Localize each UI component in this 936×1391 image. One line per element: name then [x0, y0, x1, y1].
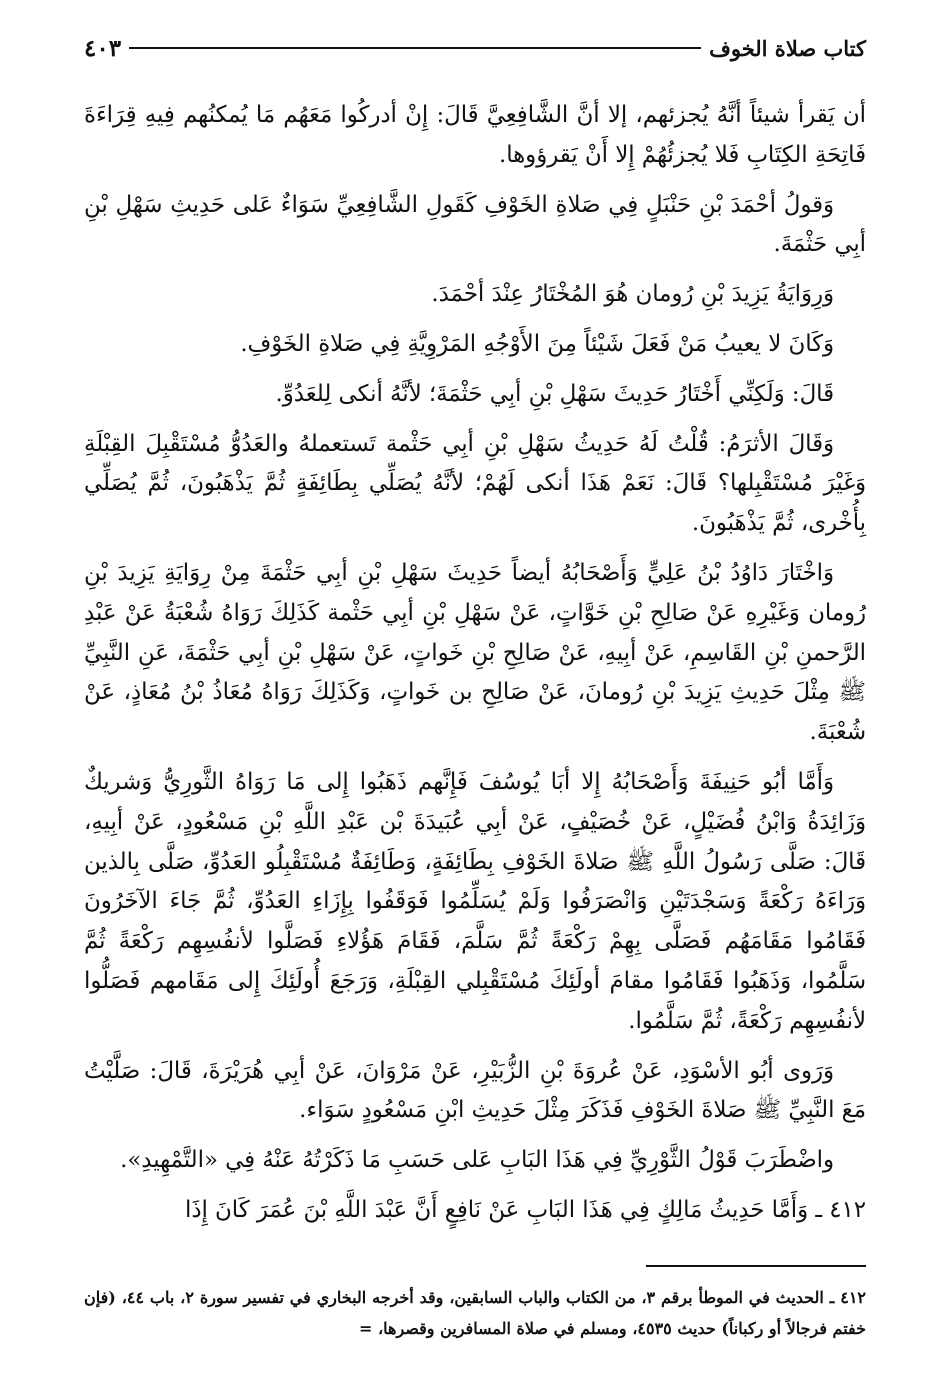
paragraph: وَأَمَّا أبُو حَنِيفَةَ وَأَصْحَابُهُ إِلا أبَا يُوسُفَ فَإِنَّهم ذَهَبُوا إِلى مَا رَوَاهُ الثَّورِيُّ وَشريكٌ وَزَائِدَةُ وَابْنُ فُضَيْلٍ، عَنْ خُصَيْفٍ، عَنْ أبِي عُبَيدَةَ بْن عَبْدِ اللَّهِ بْنِ مَسْعُودٍ، عَنْ أبِيهِ، قَالَ: صَلَّى رَسُولُ اللَّهِ ﷺ صَلاةَ الخَوْفِ بِطَائِفَةٍ، وَطَائِفَةٌ مُسْتَقْبِلُو العَدُوِّ، صَلَّى بِالذين وَرَاءَهُ رَكْعَةً وَسَجْدَتَيْنِ وَانْصَرَفُوا وَلَمْ يُسَلِّمُوا فَوَقَفُوا بِإِزَاءِ العَدُوِّ، ثُمَّ جَاءَ الآخَرُونَ فَقَامُوا مَقَامَهُم فَصَلَّى بِهِمْ رَكْعَةً ثُمَّ سَلَّمَ، فَقَامَ هَؤُلاءِ فَصَلَّوا لأنفُسِهِم رَكْعَةً ثُمَّ سَلَّمُوا، وَذَهَبُوا فَقَامُوا مقامَ أولَئِكَ مُسْتَقْبِلي القِبْلَةِ، وَرَجَعَ أُولَئِكَ إِلى مَقَامهم فَصَلُّوا لأنفُسِهِم رَكْعَةً، ثُمَّ سَلَّمُوا. — [84, 768, 866, 1034]
page-header — [84, 28, 866, 68]
paragraph: واضْطَرَبَ قَوْلُ الثَّوْرِيِّ فِي هَذَا البَابِ عَلى حَسَبِ مَا ذَكَرْتُهُ عَنْهُ فِي «التَّمْهِيدِ». — [120, 1147, 834, 1174]
paragraph: أن يَقرأ شيئاً أنَّهُ يُجزئهم، إلا أنَّ الشَّافِعِيَّ قَالَ: إِنْ أدركُوا مَعَهُم مَا يُمكنُهم فِيهِ قِرَاءَةَ فَاتِحَةِ الكِتَابِ فَلا يُجزئُهُمْ إِلا أَنْ يَقرؤوها. — [84, 102, 866, 168]
paragraph: وَقَالَ الأثرَمُ: قُلْتُ لَهُ حَدِيثُ سَهْلِ بْنِ أبِي حَثْمة تَستعملهُ والعَدُوُّ مُسْتَقْبِلَ القِبْلَةِ وَغَيْرَ مُسْتَقْبِلها؟ قَالَ: نَعَمْ هَذَا أنكى لَهُمْ؛ لأنَّهُ يُصَلِّي بِطَائِفَةٍ ثُمَّ يَذْهَبُونَ، ثُمَّ يُصَلِّي بِأُخْرى، ثُمَّ يَذْهَبُونَ. — [84, 430, 866, 537]
running-title: كتاب صلاة الخوف — [709, 35, 866, 61]
body-text — [84, 96, 866, 1241]
hadith-paragraph: ٤١٢ ـ وَأَمَّا حَدِيثُ مَالِكٍ فِي هَذَا البَابِ عَنْ نَافِعٍ أَنَّ عَبْدَ اللَّهِ بْنَ عُمَرَ كَانَ إِذَا — [184, 1196, 866, 1223]
paragraph: وَكَانَ لا يعيبُ مَنْ فَعَلَ شَيْئاً مِنَ الأَوْجُهِ المَرْوِيَّةِ فِي صَلاةِ الخَوْفِ. — [240, 330, 834, 357]
footnote-text: ٤١٢ ـ الحديث في الموطأ برقم ٣، من الكتاب والباب السابقين، وقد أخرجه البخاري في تفسير سورة ٢، باب ٤٤، (فإن خفتم فرجالاً أو ركباناً) حديث ٤٥٣٥، ومسلم في صلاة المسافرين وقصرها، = — [84, 1288, 867, 1338]
page-number: ٤٠٣ — [84, 34, 122, 62]
paragraph: وَرَوى أبُو الأسْوَدِ، عَنْ عُروَةَ بْنِ الزُّبَيْرِ، عَنْ مَرْوَانَ، عَنْ أبِي هُرَيْرَةَ، قَالَ: صَلَّيْتُ مَعَ النَّبِيِّ ﷺ صَلاةَ الخَوْفِ فَذَكَرَ مِثْلَ حَدِيثِ ابْنِ مَسْعُودٍ سَوَاء. — [84, 1057, 866, 1124]
footnote — [84, 1282, 866, 1344]
paragraph: وَاخْتَارَ دَاوُدُ بْنُ عَلِيٍّ وَأَصْحَابُهُ أيضاً حَدِيثَ سَهْلِ بْنِ أبِي حَثْمَةَ مِنْ رِوَايَةِ يَزِيدَ بْنِ رُومان وَغَيْرِهِ عَنْ صَالِحِ بْنِ خَوَّاتٍ، عَنْ سَهْلِ بْنِ أبِي حَثْمة كَذَلِكَ رَوَاهُ شُعْبَةُ عَنْ عَبْدِ الرَّحمنِ بْنِ القَاسِمِ، عَنْ أبِيهِ، عَنْ صَالِحِ بْنِ خَواتٍ، عَنْ سَهْلِ بْنِ أبِي حَثْمَةَ، عَنِ النَّبِيِّ ﷺ مِثْلَ حَدِيثِ يَزِيدَ بْنِ رُومانَ، عَنْ صَالِحِ بن خَواتٍ، وَكَذَلِكَ رَوَاهُ مُعَاذُ بْنُ مُعَاذٍ، عَنْ شُعْبَةَ. — [84, 559, 866, 746]
paragraph: قَالَ: وَلَكِنِّي أَخْتَارُ حَدِيثَ سَهْلِ بْنِ أبِي حَثْمَةَ؛ لأنَّهُ أنكى لِلعَدُوِّ. — [275, 380, 834, 407]
paragraph: وَرِوَايَةُ يَزِيدَ بْنِ رُومان هُوَ المُخْتَارُ عِنْدَ أحْمَدَ. — [431, 281, 834, 308]
footnote-rule — [646, 1265, 866, 1267]
paragraph: وَقولُ أحْمَدَ بْنِ حَنْبَلٍ فِي صَلاةِ الخَوْفِ كَقَولِ الشَّافِعِيِّ سَوَاءٌ عَلى حَدِيثِ سَهْلِ بْنِ أبِي حَثْمَةَ. — [84, 191, 866, 258]
header-rule — [129, 47, 701, 49]
